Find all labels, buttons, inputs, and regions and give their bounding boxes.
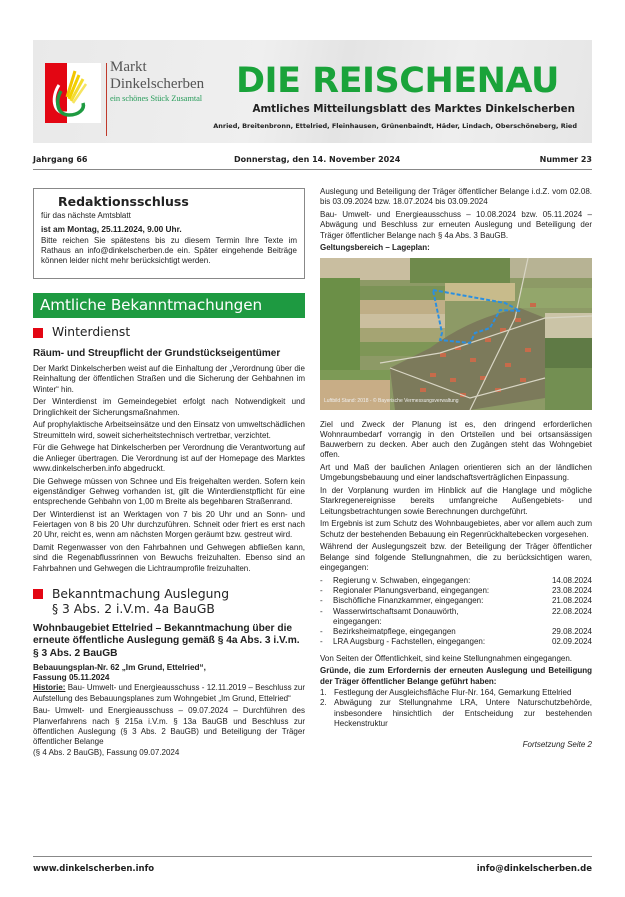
issue-date: Donnerstag, den 14. November 2024 [234,155,401,164]
bekanntmachung-heading-line-2: § 3 Abs. 2 i.V.m. 4a BauGB [52,601,215,616]
plan-paragraph: Art und Maß der baulichen Anlagen orientieren sich an der ländlichen Umgebungsbebauung und einer landschaftsverträglichen Einpassung. [320,463,592,483]
list-dash: - [320,596,323,606]
history-text: Bau- Umwelt- und Energieausschuss - 12.11.2019 – Beschluss zur Aufstellung des Bebauungsplanes zum Wohngebiet „Im Grund, Ettelried“ [33,683,305,703]
deadline-date: ist am Montag, 25.11.2024, 9.00 Uhr. [41,223,182,234]
site-plan-aerial-map [320,258,592,410]
map-credit: Luftbild Stand: 2018 - © Bayerische Vermessungsverwaltung [324,398,459,405]
list-dash: - [320,637,323,647]
statement-date: 21.08.2024 [551,596,592,606]
logo-line-2: Dinkelscherben [110,76,205,92]
statement-source: Bezirksheimatpflege, eingegangen [333,627,456,637]
left-column [33,188,305,760]
statement-item [320,596,592,606]
red-square-bullet-icon [33,328,43,338]
reason-text: Abwägung zur Stellungnahme LRA, Untere Naturschutzbehörde, insbesondere hinsichtlich der Entscheidung zur bestehenden Heckenstruktur [334,698,592,728]
footer-email-link[interactable]: info@dinkelscherben.de [476,864,592,874]
winter-heading [33,325,305,340]
statement-source: LRA Augsburg - Fachstellen, eingegangen: [333,637,486,647]
winter-paragraph: Damit Regenwasser von den Fahrbahnen und Gehwegen abfließen kann, sind die Regenabflussrinnen von Bewuchs freizuhalten. Ebenso sind an Fahrbahnen und Gehwegen die Lichtraumprofile freizuhalten. [33,543,305,573]
bekanntmachung-heading [33,587,305,617]
right-column [320,187,592,751]
statement-source: Wasserwirtschaftsamt Donauwörth, eingegangen: [333,606,459,626]
statement-date: 02.09.2024 [551,637,592,647]
deadline-line-1: für das nächste Amtsblatt [41,211,131,221]
list-dash: - [320,627,323,637]
statement-source: Regionaler Planungsverband, eingegangen: [333,585,490,595]
statement-item [320,607,592,628]
continued-note: Fortsetzung Seite 2 [522,740,592,750]
reason-item [320,688,592,698]
plan-version: Fassung 05.11.2024 [33,673,110,683]
section-banner: Amtliche Bekanntmachungen [33,293,305,318]
statement-item [320,637,592,647]
statement-date: 14.08.2024 [551,575,592,585]
issue-volume: Jahrgang 66 [33,155,88,164]
history-paragraph-5: Bau- Umwelt- und Energieausschuss – 10.08.2024 bzw. 05.11.2024 – Abwägung und Beschluss zur erneuten Auslegung und Beteiligung der Träger öffentlicher Belange nach § 4a Abs. 3 BauGB. [320,209,592,240]
statement-date: 23.08.2024 [551,585,592,595]
reason-number: 2. [320,698,327,708]
history-paragraph-2: Bau- Umwelt- und Energieausschuss – 09.07.2024 – Durchführen des Planverfahrens nach § 215a i.V.m. § 13a BauGB und Beschluss zur öffentlichen Auslegung (§ 3 Abs. 2 BauGB) und Beteiligung der Träger öffentlicher Belange [33,706,305,747]
plan-paragraph: Im Ergebnis ist zum Schutz des Wohnbaugebietes, aber vor allem auch zum Schutz der bestehenden Bebauung ein Regenrückhaltebecken vorgesehen. [320,519,592,539]
municipality-logo-icon [45,63,101,123]
municipality-wordmark [110,60,204,103]
winter-paragraph: Die Gehwege müssen von Schnee und Eis freigehalten werden. Sofern kein eigenständiger Gehweg vorhanden ist, gilt die Winterdienstpflicht für eine entsprechende Gehbahn von 1,00 m Breite als begehbaren Straßenrand. [33,476,305,507]
footer-website-link[interactable]: www.dinkelscherben.info [33,864,155,874]
winter-paragraph: Für die Gehwege hat Dinkelscherben per Verordnung die Verantwortung auf die Anlieger übertragen. Die Verordnung ist auf der Homepage des Marktes www.dinkelscherben.info abgedruckt. [33,443,305,473]
footer-divider [33,856,592,857]
winter-paragraph: Der Markt Dinkelscherben weist auf die Einhaltung der „Verordnung über die Reinhaltung der öffentlichen Straßen und die Sicherung der Gehbahnen im Winter“ hin. [33,364,305,394]
plan-paragraph: Ziel und Zweck der Planung ist es, den dringend erforderlichen Wohnraumbedarf vorrangig in den Ortsteilen und bei ortsansässigen Bauwerbern zu decken. Aber auch den Zugängen steht das Wohngebiet offen. [320,419,592,460]
statement-item [320,576,592,586]
reason-text: Festlegung der Ausgleichsfläche Flur-Nr. 164, Gemarkung Ettelried [334,688,572,698]
publication-title: DIE REISCHENAU [236,61,559,101]
issue-bar [33,155,592,170]
statement-item [320,586,592,596]
reasons-list [320,688,592,729]
statements-list [320,576,592,648]
list-dash: - [320,585,323,595]
winter-paragraph: Der Winterdienst ist an Werktagen von 7 bis 20 Uhr und an Sonn- und Feiertagen von 8 bis 20 Uhr durchzuführen. Schneit oder friert es erst nach 20 Uhr, reicht es, wenn am nächsten Morgen geräumt bzw. gestreut wird. [33,509,305,540]
statement-item [320,627,592,637]
reason-item [320,698,592,729]
reasons-heading: Gründe, die zum Erfordernis der erneuten Auslegung und Beteiligung der Träger öffentlicher Belange geführt haben: [320,666,592,686]
bekanntmachung-heading-line-1: Bekanntmachung Auslegung [52,586,230,601]
plan-paragraph: Während der Auslegungszeit bzw. der Beteiligung der Träger öffentlicher Belange sind folgende Stellungnahmen, die zu berücksichtigen waren, eingegangen: [320,542,592,572]
masthead [33,40,592,143]
logo-divider [106,63,107,136]
publication-subtitle: Amtliches Mitteilungsblatt des Marktes Dinkelscherben [252,103,575,115]
public-note: Von Seiten der Öffentlichkeit, sind keine Stellungnahmen eingegangen. [320,653,573,663]
history-paragraph-3: (§ 4 Abs. 2 BauGB), Fassung 09.07.2024 [33,747,180,757]
reason-number: 1. [320,688,327,698]
logo-tagline: ein schönes Stück Zusamtal [110,93,203,103]
bekanntmachung-subheading: Wohnbaugebiet Ettelried – Bekanntmachung über die erneute öffentliche Auslegung gemäß § 4a Abs. 3 i.V.m. § 3 Abs. 2 BauGB [33,622,300,659]
history-label: Historie: [33,683,66,693]
map-heading: Geltungsbereich – Lageplan: [320,243,430,253]
statement-source: Regierung v. Schwaben, eingegangen: [333,575,471,585]
plan-title: Bebauungsplan-Nr. 62 „Im Grund, Ettelried“, [33,663,206,673]
editorial-deadline-box [33,188,305,279]
plan-paragraph: In der Vorplanung wurden im Hinblick auf die Hanglage und mögliche Starkregenereignisse bereits umfangreiche Außengebiets- und Leitungsbetrachtungen sowie Berechnungen durchgeführt. [320,486,592,516]
history-paragraph-4: Auslegung und Beteiligung der Träger öffentlicher Belange i.d.Z. vom 02.08. bis 03.09.2024 bzw. 18.07.2024 bis 03.09.2024 [320,187,592,207]
village-list: Anried, Breitenbronn, Ettelried, Fleinhausen, Grünenbaindt, Häder, Lindach, Oberschöneberg, Ried [213,122,577,130]
statement-date: 22.08.2024 [551,606,592,616]
winter-paragraph: Der Winterdienst im Gemeindegebiet erfolgt nach Notwendigkeit und Dringlichkeit der Sicherungsmaßnahmen. [33,397,305,417]
statement-date: 29.08.2024 [551,627,592,637]
history-paragraph [33,683,305,704]
issue-number: Nummer 23 [539,155,592,164]
list-dash: - [320,575,323,585]
logo-line-1: Markt [110,59,147,75]
winter-paragraph: Auf prophylaktische Arbeitseinsätze und den Einsatz von umweltschädlichen Streumitteln wird, soweit sicherheitstechnisch vertretbar, verzichtet. [33,420,305,440]
deadline-heading: Redaktionsschluss [58,194,189,209]
winter-subheading: Räum- und Streupflicht der Grundstückseigentümer [33,348,281,359]
statement-source: Bischöfliche Finanzkammer, eingegangen: [333,596,484,606]
list-dash: - [320,606,323,616]
deadline-note: Bitte reichen Sie spätestens bis zu diesem Termin Ihre Texte im Rathaus an info@dinkelscherben.de ein. Später eingehende Beiträge können leider nicht mehr berücksichtigt werden. [41,235,297,266]
winter-heading-text: Winterdienst [52,325,131,339]
red-square-bullet-icon [33,589,43,599]
